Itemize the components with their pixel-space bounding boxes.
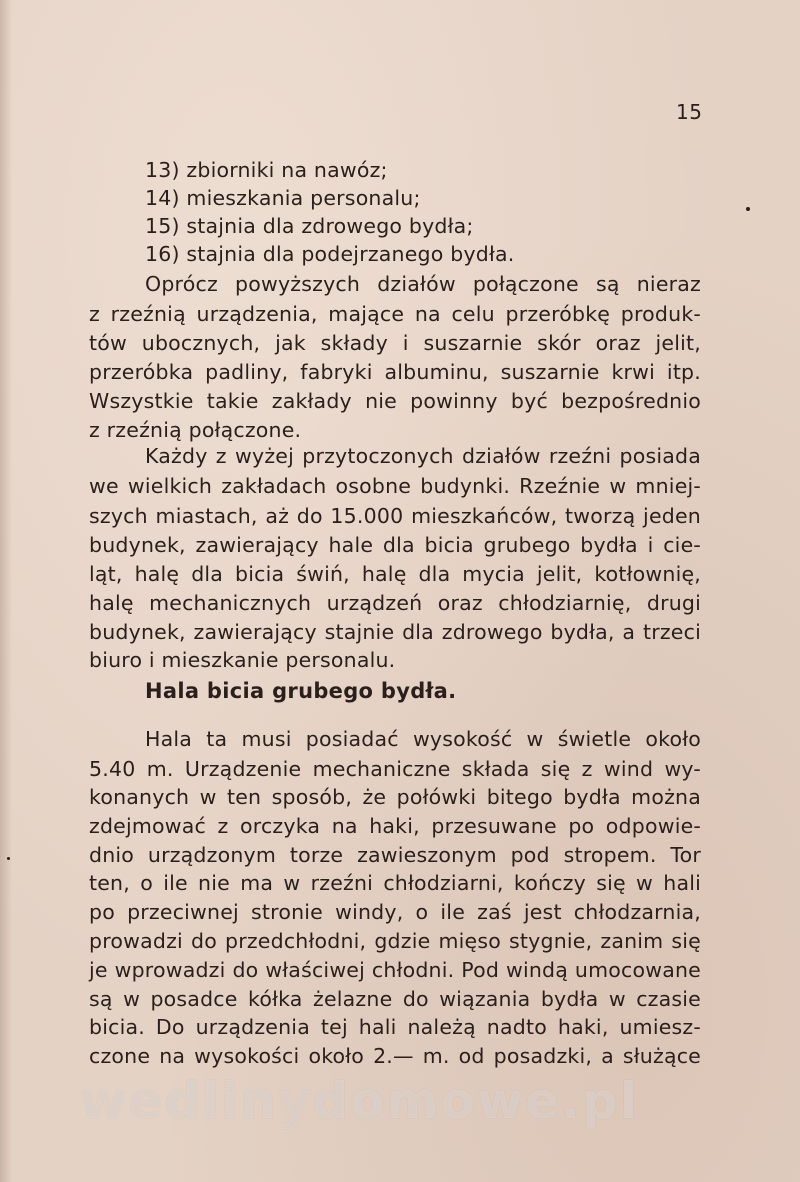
paragraph-line: z rzeźnią połączone. <box>89 418 302 442</box>
paragraph-line: przeróbka padliny, fabryki albuminu, suszarnie krwi itp. <box>89 360 701 384</box>
paragraph-line: budynek, zawierający hale dla bicia grubego bydła i cie- <box>89 533 701 557</box>
paragraph-line: halę mechanicznych urządzeń oraz chłodziarnię, drugi <box>89 591 701 615</box>
paragraph-line: biuro i mieszkanie personalu. <box>89 648 396 672</box>
list-item: 14) mieszkania personalu; <box>145 186 421 210</box>
paragraph-line: tów ubocznych, jak składy i suszarnie skór oraz jelit, <box>89 331 701 355</box>
paragraph-line: czone na wysokości około 2.— m. od posadzki, a służące <box>89 1044 701 1068</box>
paragraph-line: po przeciwnej stronie windy, o ile zaś jest chłodzarnia, <box>89 900 701 924</box>
watermark: wedlinydomowe.pl <box>80 1072 639 1130</box>
section-heading: Hala bicia grubego bydła. <box>145 679 457 703</box>
paragraph-line: szych miastach, aż do 15.000 mieszkańców, tworzą jeden <box>89 504 701 528</box>
paragraph-line: we wielkich zakładach osobne budynki. Rzeźnie w mniej- <box>89 474 701 498</box>
paragraph-line: budynek, zawierający stajnie dla zdrowego bydła, a trzeci <box>89 620 701 644</box>
list-item: 16) stajnia dla podejrzanego bydła. <box>145 242 515 266</box>
ink-speck <box>7 857 10 860</box>
paragraph-line: są w posadce kółka żelazne do wiązania bydła w czasie <box>89 987 701 1011</box>
paragraph-line: ten, o ile nie ma w rzeźni chłodziarni, kończy się w hali <box>89 871 701 895</box>
paragraph-line: bicia. Do urządzenia tej hali należą nadto haki, umiesz- <box>89 1015 701 1039</box>
paragraph-line: ląt, halę dla bicia świń, halę dla mycia jelit, kotłownię, <box>89 562 701 586</box>
paragraph-line: zdejmować z orczyka na haki, przesuwane po odpowie- <box>89 814 701 838</box>
paragraph-line: Hala ta musi posiadać wysokość w świetle około <box>145 727 701 751</box>
paragraph-line: Wszystkie takie zakłady nie powinny być bezpośrednio <box>89 389 701 413</box>
ink-speck <box>746 207 750 211</box>
paragraph-line: 5.40 m. Urządzenie mechaniczne składa się z wind wy- <box>89 757 701 781</box>
paragraph-line: prowadzi do przedchłodni, gdzie mięso stygnie, zanim się <box>89 929 701 953</box>
list-item: 13) zbiorniki na nawóz; <box>145 158 388 182</box>
list-item: 15) stajnia dla zdrowego bydła; <box>145 214 474 238</box>
paragraph-line: konanych w ten sposób, że połówki bitego bydła można <box>89 785 701 809</box>
paragraph-line: Oprócz powyższych działów połączone są nieraz <box>145 272 701 296</box>
paragraph-line: je wprowadzi do właściwej chłodni. Pod windą umocowane <box>89 958 701 982</box>
page-binding-shadow <box>0 0 12 1182</box>
paragraph-line: Każdy z wyżej przytoczonych działów rzeźni posiada <box>145 444 701 468</box>
paragraph-line: z rzeźnią urządzenia, mające na celu przeróbkę produk- <box>89 302 701 326</box>
page-number: 15 <box>676 100 703 124</box>
paragraph-line: dnio urządzonym torze zawieszonym pod stropem. Tor <box>89 843 701 867</box>
